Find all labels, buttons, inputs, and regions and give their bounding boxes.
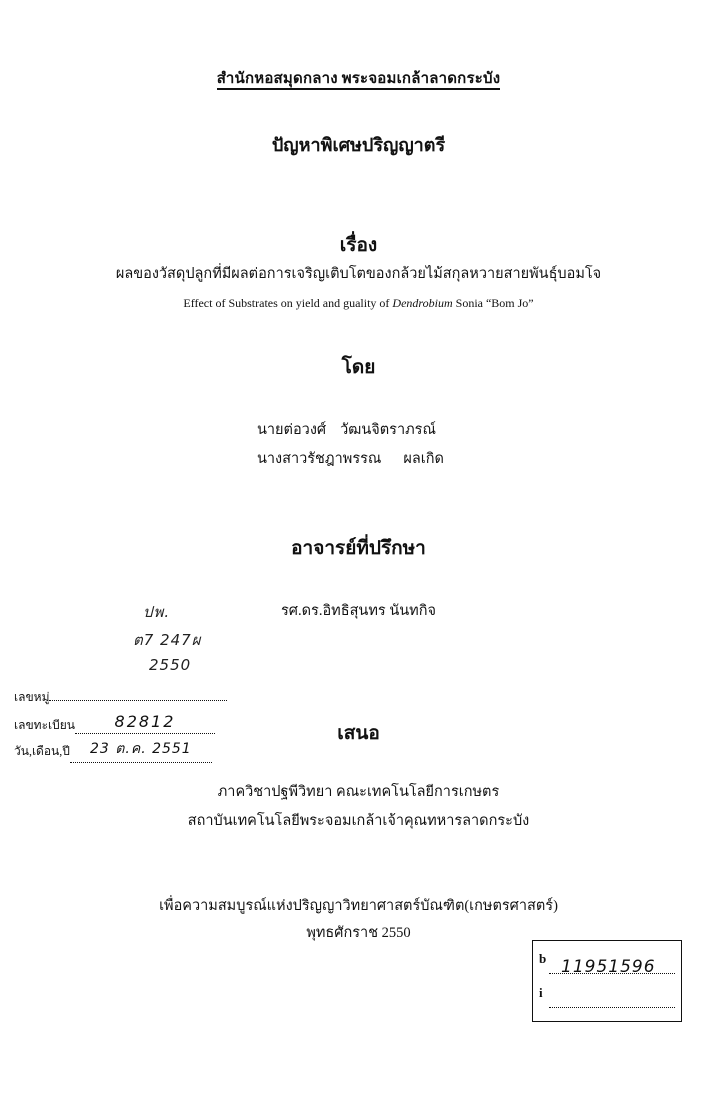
handwritten-callno-line-3: 2550 — [149, 656, 192, 674]
registration-date-label: วัน,เดือน,ปี — [14, 744, 70, 758]
author-2 — [257, 447, 444, 470]
title-en-suffix: Sonia “Bom Jo” — [452, 296, 534, 310]
library-stamp-text: สำนักหอสมุดกลาง พระจอมเกล้าลาดกระบัง — [217, 71, 500, 90]
library-stamp — [0, 66, 717, 90]
author-1-name: นายต่อวงศ์ — [257, 422, 327, 438]
registration-number-label: เลขทะเบียน — [14, 718, 75, 732]
document-type: ปัญหาพิเศษปริญญาตรี — [271, 135, 446, 155]
advisor-heading: อาจารย์ที่ปรึกษา — [291, 538, 426, 559]
handwritten-callno-line-1: ปพ. — [143, 603, 171, 621]
author-1-surname: วัฒนจิตราภรณ์ — [340, 422, 436, 438]
barcode-row-b-label: b — [539, 951, 547, 966]
call-number-value — [49, 700, 227, 701]
handwritten-callno-line-2: ต7 247ผ — [133, 631, 202, 649]
advisor-name: รศ.ดร.อิทธิสุนทร นันทกิจ — [281, 603, 436, 619]
registration-date-value: 23 ต.ค. 2551 — [90, 741, 192, 757]
barcode-row-b-value: 11951596 — [561, 957, 656, 977]
barcode-row-b — [539, 951, 675, 977]
barcode-row-i-label: i — [539, 985, 543, 1000]
degree-purpose: เพื่อความสมบูรณ์แห่งปริญญาวิทยาศาสตร์บัณฑิต(เกษตรศาสตร์) — [159, 898, 558, 914]
institute: สถาบันเทคโนโลยีพระจอมเกล้าเจ้าคุณทหารลาดกระบัง — [187, 813, 530, 829]
topic-heading: เรื่อง — [339, 235, 378, 256]
call-number-line — [14, 688, 227, 707]
author-2-name: นางสาวรัชฎาพรรณ — [257, 451, 382, 467]
author-1 — [257, 418, 436, 441]
registration-number-value: 82812 — [114, 712, 176, 731]
department: ภาควิชาปฐพีวิทยา คณะเทคโนโลยีการเกษตร — [217, 784, 500, 800]
thesis-title-english — [0, 296, 717, 311]
call-number-label: เลขหมู่ — [14, 690, 50, 704]
title-en-genus: Dendrobium — [392, 296, 453, 310]
author-2-surname: ผลเกิด — [403, 451, 444, 467]
title-en-prefix: Effect of Substrates on yield and guality of — [183, 296, 393, 310]
library-barcode-box — [532, 940, 682, 1022]
academic-year: พุทธศักราช 2550 — [306, 925, 411, 941]
barcode-row-i — [539, 985, 675, 1011]
submit-heading: เสนอ — [337, 723, 380, 744]
thesis-title-thai: ผลของวัสดุปลูกที่มีผลต่อการเจริญเติบโตของกล้วยไม้สกุลหวายสายพันธุ์บอมโจ — [115, 266, 602, 282]
authors-heading: โดย — [341, 357, 376, 378]
